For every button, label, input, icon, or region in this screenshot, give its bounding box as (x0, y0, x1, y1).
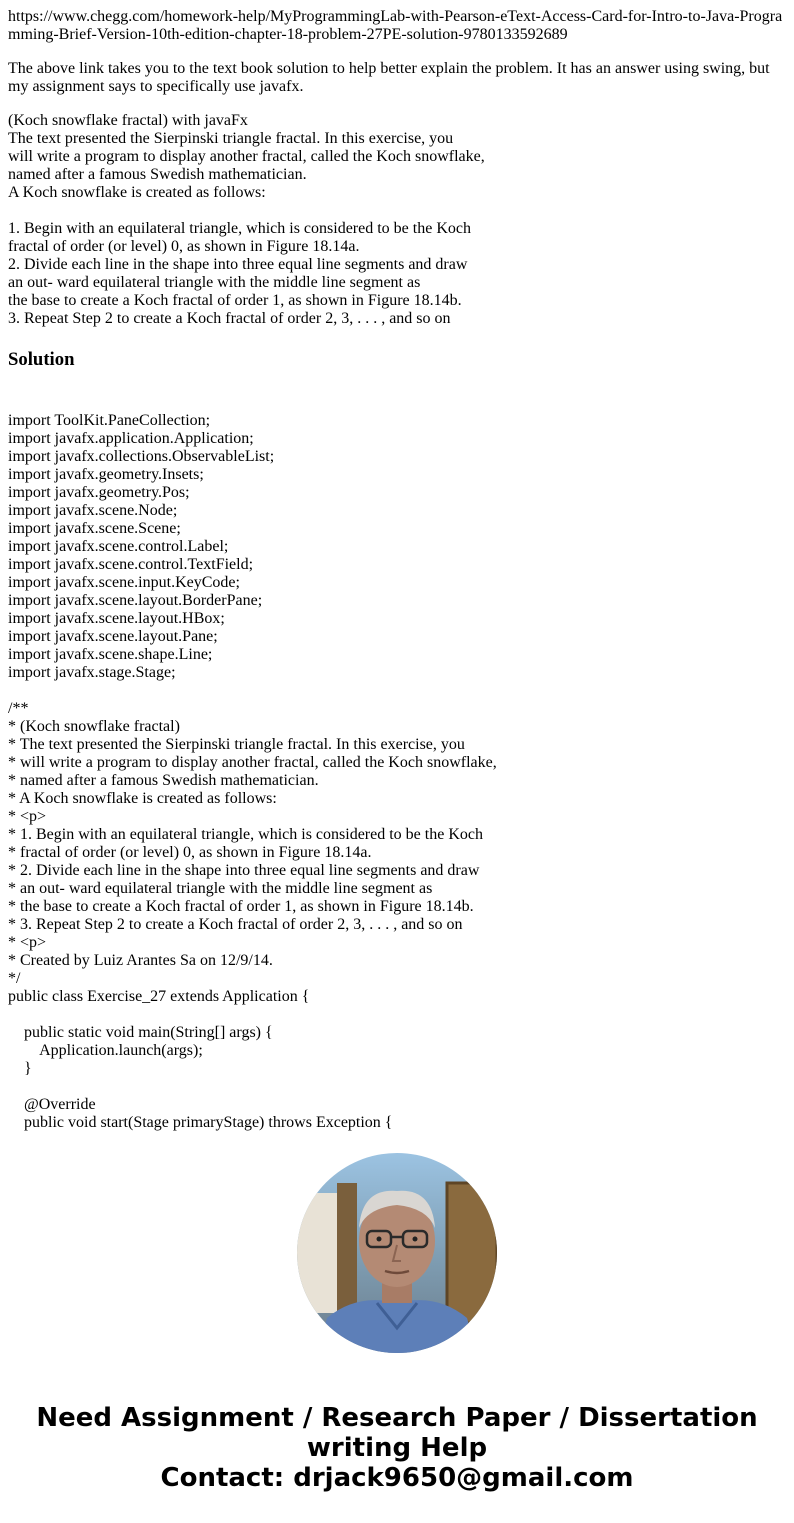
code-line: * will write a program to display another fractal, called the Koch snowflake, (8, 754, 497, 771)
problem-line: 2. Divide each line in the shape into three equal line segments and draw (8, 256, 468, 273)
code-line: * the base to create a Koch fractal of order 1, as shown in Figure 18.14b. (8, 898, 474, 915)
code-line: import javafx.scene.layout.Pane; (8, 628, 218, 645)
code-line: import javafx.scene.Scene; (8, 520, 181, 537)
problem-line: The text presented the Sierpinski triangle fractal. In this exercise, you (8, 130, 454, 147)
code-line: Application.launch(args); (8, 1042, 203, 1059)
code-line: import javafx.scene.control.Label; (8, 538, 229, 555)
problem-line (8, 202, 786, 220)
code-line: * Created by Luiz Arantes Sa on 12/9/14. (8, 952, 273, 969)
code-line: import javafx.scene.layout.HBox; (8, 610, 225, 627)
promo-line-2: writing Help (306, 1433, 488, 1463)
problem-line: named after a famous Swedish mathematician. (8, 166, 307, 183)
code-line: * 1. Begin with an equilateral triangle, which is considered to be the Koch (8, 826, 483, 843)
code-line: * fractal of order (or level) 0, as shown in Figure 18.14a. (8, 844, 372, 861)
code-line: * The text presented the Sierpinski triangle fractal. In this exercise, you (8, 736, 465, 753)
code-line: @Override (8, 1096, 96, 1113)
code-line: import javafx.scene.Node; (8, 502, 178, 519)
code-line: import ToolKit.PaneCollection; (8, 412, 211, 429)
problem-line: the base to create a Koch fractal of order 1, as shown in Figure 18.14b. (8, 292, 462, 309)
code-line: */ (8, 970, 21, 987)
code-line: public void start(Stage primaryStage) throws Exception { (8, 1114, 393, 1131)
code-listing (8, 412, 786, 1132)
problem-line: 3. Repeat Step 2 to create a Koch fractal of order 2, 3, . . . , and so on (8, 310, 451, 327)
code-line: import javafx.stage.Stage; (8, 664, 176, 681)
code-line: import javafx.collections.ObservableList; (8, 448, 275, 465)
code-line: * 2. Divide each line in the shape into three equal line segments and draw (8, 862, 480, 879)
solution-heading: Solution (8, 349, 75, 370)
code-line (8, 682, 786, 700)
avatar-photo (297, 1153, 497, 1353)
promo-footer (0, 1403, 794, 1493)
code-line: * A Koch snowflake is created as follows: (8, 790, 277, 807)
promo-line-1: Need Assignment / Research Paper / Dissertation (36, 1403, 758, 1433)
code-line: * an out- ward equilateral triangle with the middle line segment as (8, 880, 433, 897)
code-line: * named after a famous Swedish mathematician. (8, 772, 319, 789)
code-line: public class Exercise_27 extends Application { (8, 988, 310, 1005)
code-line: import javafx.scene.input.KeyCode; (8, 574, 240, 591)
code-line (8, 1078, 786, 1096)
code-line: public static void main(String[] args) { (8, 1024, 273, 1041)
avatar (297, 1153, 497, 1353)
code-line: * 3. Repeat Step 2 to create a Koch fractal of order 2, 3, . . . , and so on (8, 916, 463, 933)
code-line: import javafx.application.Application; (8, 430, 254, 447)
source-link[interactable]: https://www.chegg.com/homework-help/MyProgrammingLab-with-Pearson-eText-Access-Card-for-Intro-to-Java-Programming-Brief-Version-10th-edition-chapter-18-problem-27PE-solution-9780133592689 (8, 8, 783, 43)
problem-line: 1. Begin with an equilateral triangle, which is considered to be the Koch (8, 220, 471, 237)
code-line (8, 1006, 786, 1024)
code-line: * (Koch snowflake fractal) (8, 718, 180, 735)
intro-paragraph: The above link takes you to the text book solution to help better explain the problem. It has an answer using swing, but my assignment says to specifically use javafx. (8, 60, 770, 95)
problem-line: an out- ward equilateral triangle with the middle line segment as (8, 274, 421, 291)
code-line: import javafx.scene.shape.Line; (8, 646, 213, 663)
code-line: import javafx.geometry.Insets; (8, 466, 204, 483)
code-line: import javafx.scene.control.TextField; (8, 556, 254, 573)
code-line: } (8, 1060, 32, 1077)
problem-statement (8, 112, 786, 328)
code-line: * <p> (8, 934, 47, 951)
code-line: /** (8, 700, 29, 717)
code-line: import javafx.geometry.Pos; (8, 484, 190, 501)
problem-line: (Koch snowflake fractal) with javaFx (8, 112, 248, 129)
code-line: import javafx.scene.layout.BorderPane; (8, 592, 263, 609)
code-line: * <p> (8, 808, 47, 825)
problem-line: fractal of order (or level) 0, as shown in Figure 18.14a. (8, 238, 360, 255)
problem-line: will write a program to display another fractal, called the Koch snowflake, (8, 148, 485, 165)
promo-contact[interactable]: Contact: drjack9650@gmail.com (160, 1463, 634, 1493)
problem-line: A Koch snowflake is created as follows: (8, 184, 266, 201)
